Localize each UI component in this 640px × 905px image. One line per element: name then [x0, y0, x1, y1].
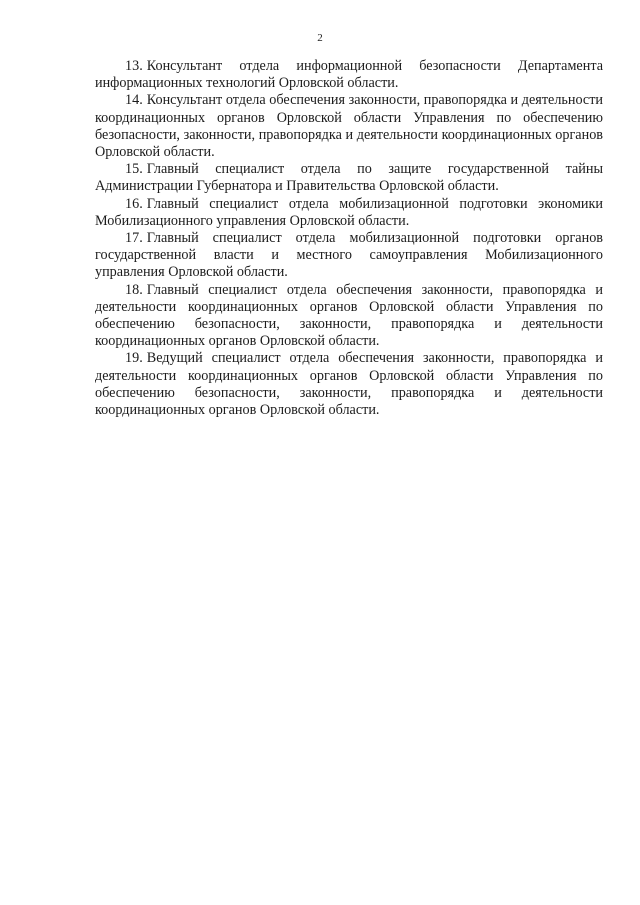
item-text: Ведущий специалист отдела обеспечения законности, правопорядка и деятельности координационных органов Орловской области Управления по обеспечению безопасности, законности, правопорядка и деятельности координационных органов Орловской области. [95, 350, 603, 419]
page-number: 2 [317, 32, 323, 44]
list-item [95, 230, 603, 282]
item-text: Главный специалист отдела по защите государственной тайны Администрации Губернатора и Правительства Орловской области. [95, 161, 603, 195]
item-number: 14. [125, 92, 143, 109]
list-item [95, 161, 603, 195]
list-item [95, 92, 603, 161]
item-number: 15. [125, 161, 143, 178]
position-list [95, 58, 603, 419]
item-number: 16. [125, 195, 143, 212]
item-text: Главный специалист отдела обеспечения законности, правопорядка и деятельности координационных органов Орловской области Управления по обеспечению безопасности, законности, правопорядка и деятельности координационных органов Орловской области. [95, 281, 603, 350]
item-text: Консультант отдела обеспечения законности, правопорядка и деятельности координационных органов Орловской области Управления по обеспечению безопасности, законности, правопорядка и деятельности координационных органов Орловской области. [95, 92, 603, 161]
item-number: 18. [125, 281, 143, 298]
item-text: Консультант отдела информационной безопасности Департамента информационных технологий Орловской области. [95, 58, 603, 92]
item-number: 13. [125, 58, 143, 74]
list-item [95, 58, 603, 92]
item-text: Главный специалист отдела мобилизационной подготовки экономики Мобилизационного управления Орловской области. [95, 195, 603, 229]
item-number: 17. [125, 230, 143, 247]
list-item [95, 196, 603, 230]
item-number: 19. [125, 350, 143, 367]
item-text: Главный специалист отдела мобилизационной подготовки органов государственной власти и местного самоуправления Мобилизационного управления Орловской области. [95, 230, 603, 281]
list-item [95, 350, 603, 419]
list-item [95, 282, 603, 351]
